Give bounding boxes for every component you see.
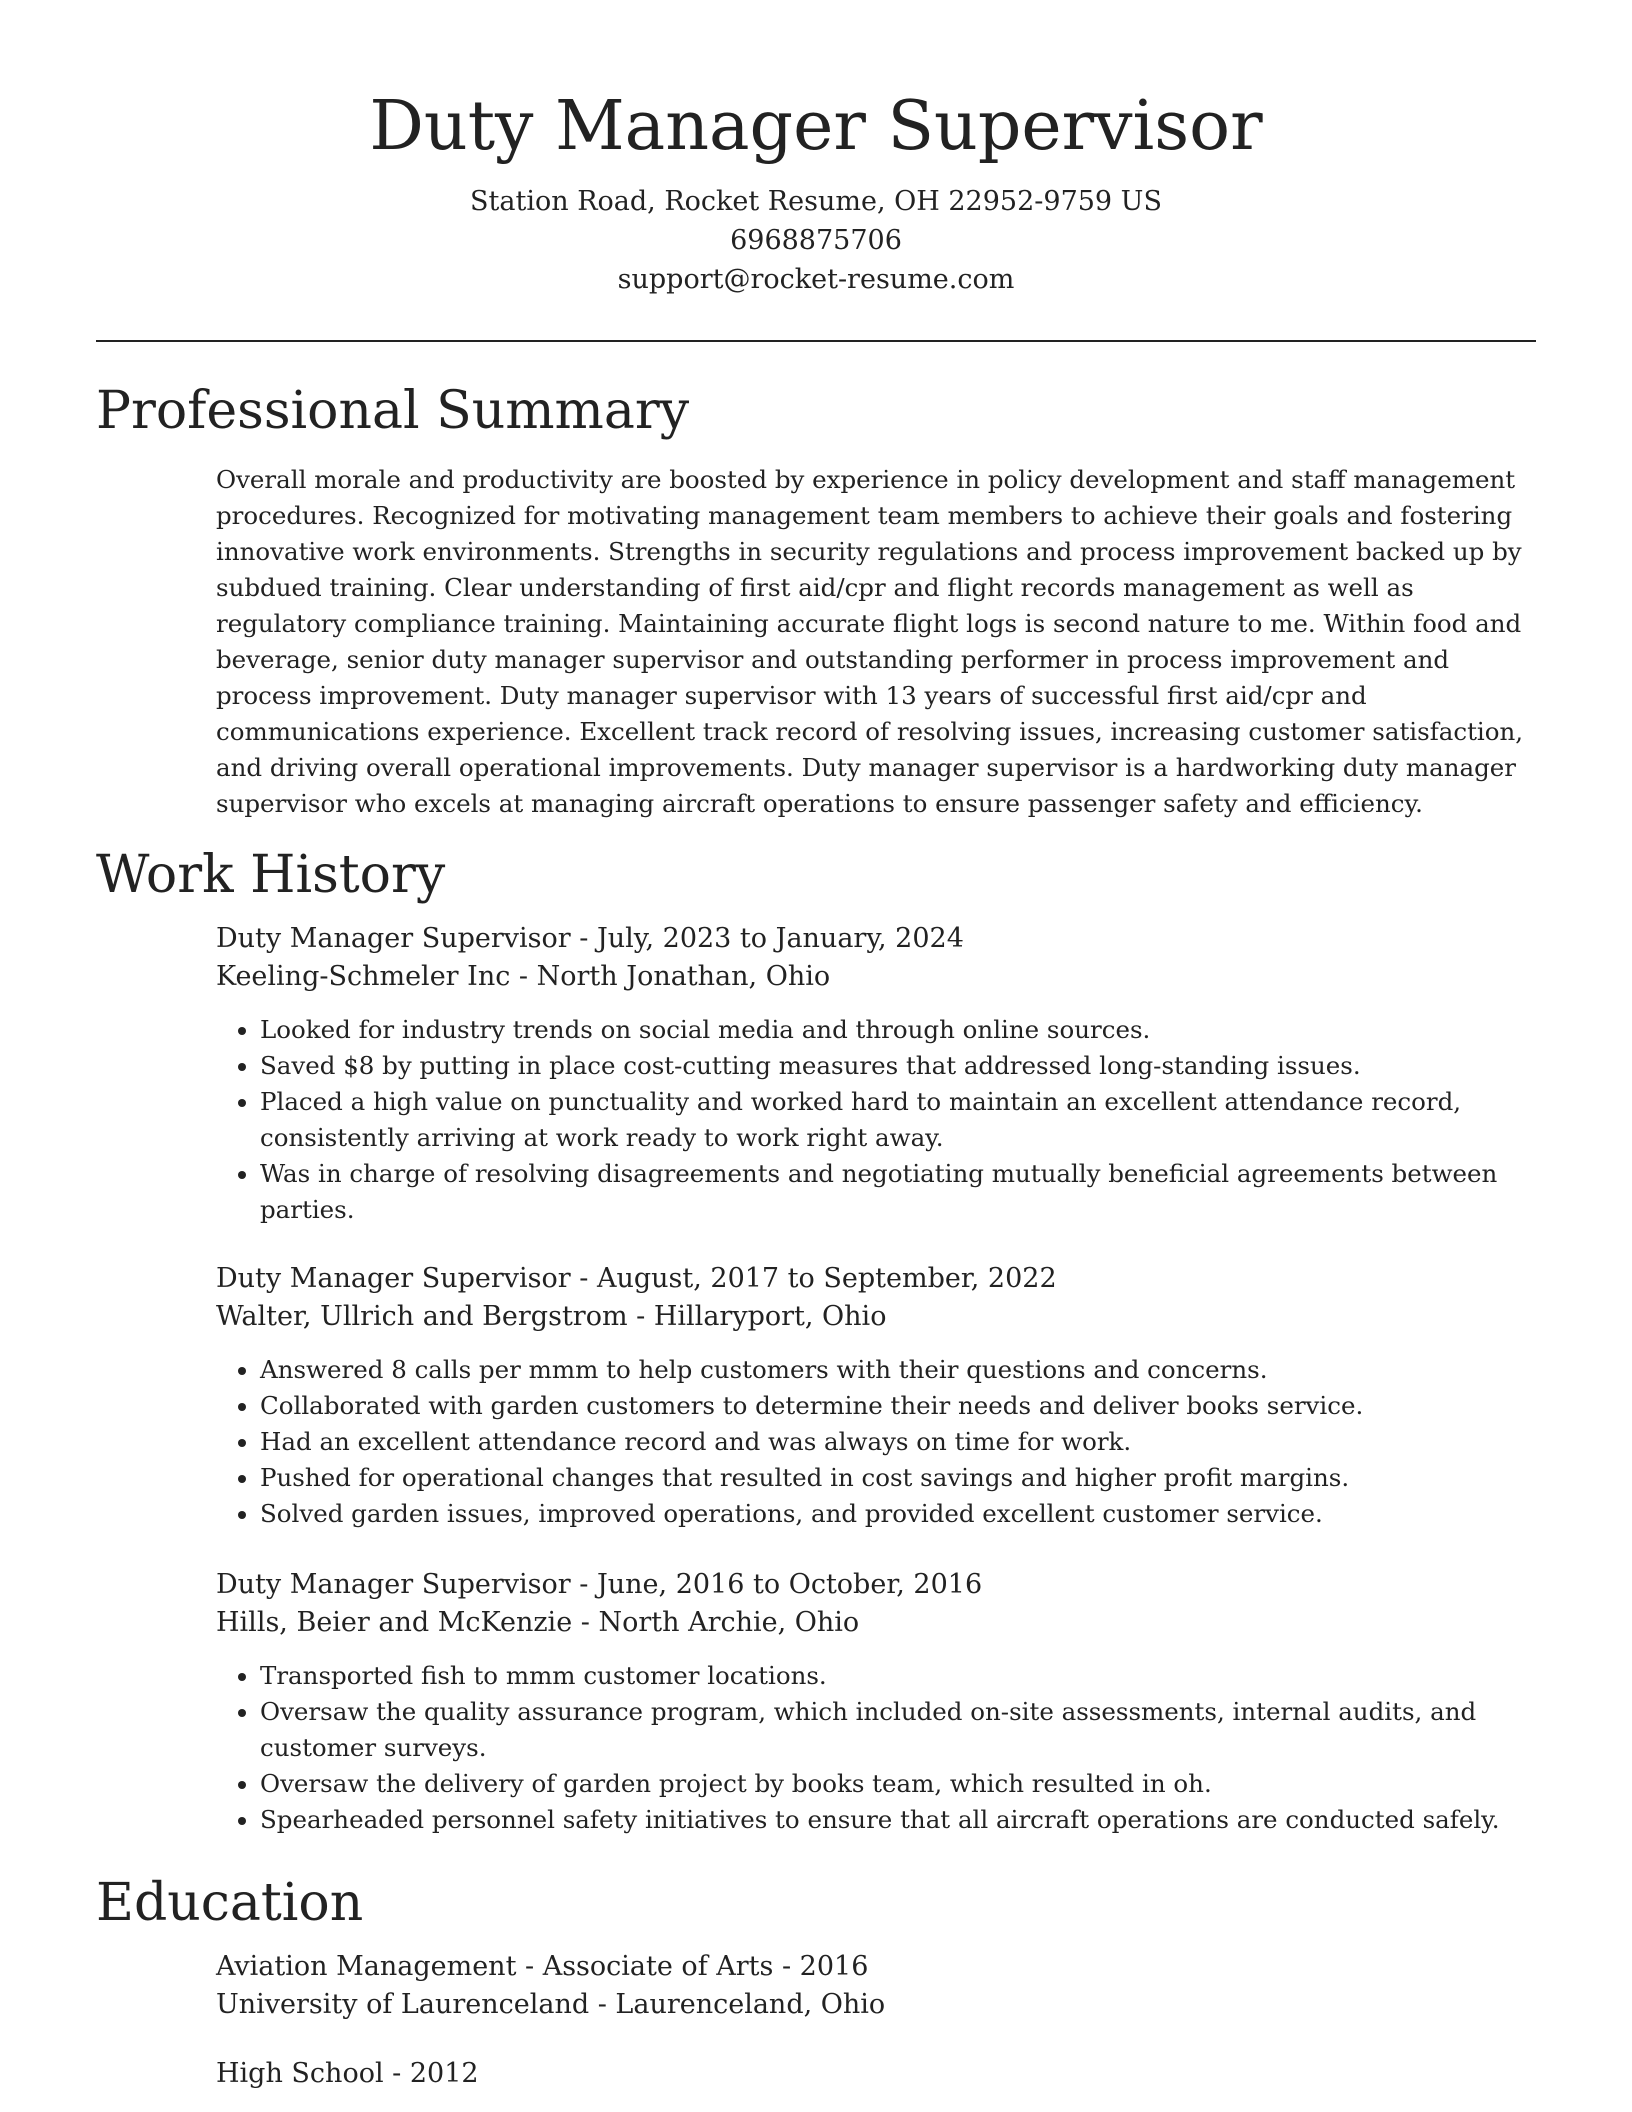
job-company: Hills, Beier and McKenzie [216,1607,573,1638]
job-bullet: • Saved $8 by putting in place cost-cutting measures that addressed long-standing issues. [260,1048,1536,1084]
contact-email[interactable]: support@rocket-resume.com [617,264,1015,295]
job-entry [216,1260,1536,1532]
education-degree-line: Aviation Management - Associate of Arts - 2016 [216,1951,869,1982]
job-dates: - July, 2023 to January, 2024 [570,923,964,954]
job-bullet: • Oversaw the quality assurance program, which included on-site assessments, internal audits, and customer surveys. [260,1694,1536,1766]
job-role: Duty Manager Supervisor [216,923,571,954]
job-company: Walter, Ullrich and Bergstrom [216,1301,628,1332]
contact-address: Station Road, Rocket Resume, OH 22952-9759 US [470,186,1162,217]
job-bullet: • Solved garden issues, improved operations, and provided excellent customer service. [260,1496,1536,1532]
education-entry [216,1948,1536,2024]
job-bullet: • Collaborated with garden customers to determine their needs and deliver books service. [260,1388,1536,1424]
education-degree-line: High School - 2012 [216,2058,479,2089]
job-bullet: • Pushed for operational changes that resulted in cost savings and higher profit margins. [260,1460,1536,1496]
work-history-heading: Work History [96,845,446,905]
job-entry [216,920,1536,1228]
job-role: Duty Manager Supervisor [216,1263,571,1294]
candidate-name: Duty Manager Supervisor [369,87,1263,166]
education-location: - Laurenceland, Ohio [589,1989,886,2020]
resume-header [96,82,1536,299]
summary-text: Overall morale and productivity are boosted by experience in policy development and staff management procedures. Recognized for motivating management team members to achieve their goals and fostering innovative work environments. Strengths in security regulations and process improvement backed up by subdued training. Clear understanding of first aid/cpr and flight records management as well as regulatory compliance training. Maintaining accurate flight logs is second nature to me. Within food and beverage, senior duty manager supervisor and outstanding performer in process improvement and process improvement. Duty manager supervisor with 13 years of successful first aid/cpr and communications experience. Excellent track record of resolving issues, increasing customer satisfaction, and driving overall operational improvements. Duty manager supervisor is a hardworking duty manager supervisor who excels at managing aircraft operations to ensure passenger safety and efficiency. [216,465,1524,818]
job-dates: - August, 2017 to September, 2022 [570,1263,1057,1294]
job-company-line [216,1298,1536,1336]
job-location: - Hillaryport, Ohio [627,1301,887,1332]
education-entry [216,2055,1536,2093]
job-role: Duty Manager Supervisor [216,1569,571,1600]
job-bullets [216,1352,1536,1532]
job-bullet: • Answered 8 calls per mmm to help customers with their questions and concerns. [260,1352,1536,1388]
education-school: University of Laurenceland [216,1989,590,2020]
job-location: - North Jonathan, Ohio [510,961,831,992]
job-company: Keeling-Schmeler Inc [216,961,511,992]
job-location: - North Archie, Ohio [572,1607,860,1638]
job-entry [216,1566,1536,1838]
job-bullets [216,1658,1536,1838]
contact-info [96,182,1536,299]
job-title-line [216,920,1536,958]
education-heading: Education [96,1873,364,1933]
job-company-line [216,1604,1536,1642]
job-bullet: • Looked for industry trends on social media and through online sources. [260,1012,1536,1048]
job-bullet: • Transported fish to mmm customer locations. [260,1658,1536,1694]
job-bullet: • Had an excellent attendance record and was always on time for work. [260,1424,1536,1460]
header-divider [96,340,1536,342]
education-school-line [216,1986,1536,2024]
job-bullet: • Oversaw the delivery of garden project by books team, which resulted in oh. [260,1766,1536,1802]
summary-heading: Professional Summary [96,381,690,441]
job-bullet: • Spearheaded personnel safety initiatives to ensure that all aircraft operations are conducted safely. [260,1802,1536,1838]
job-title-line [216,1566,1536,1604]
job-title-line [216,1260,1536,1298]
contact-phone: 6968875706 [730,225,902,256]
job-bullets [216,1012,1536,1228]
job-bullet: • Was in charge of resolving disagreements and negotiating mutually beneficial agreements between parties. [260,1156,1536,1228]
job-dates: - June, 2016 to October, 2016 [570,1569,983,1600]
job-company-line [216,958,1536,996]
job-bullet: • Placed a high value on punctuality and worked hard to maintain an excellent attendance record, consistently arriving at work ready to work right away. [260,1084,1536,1156]
